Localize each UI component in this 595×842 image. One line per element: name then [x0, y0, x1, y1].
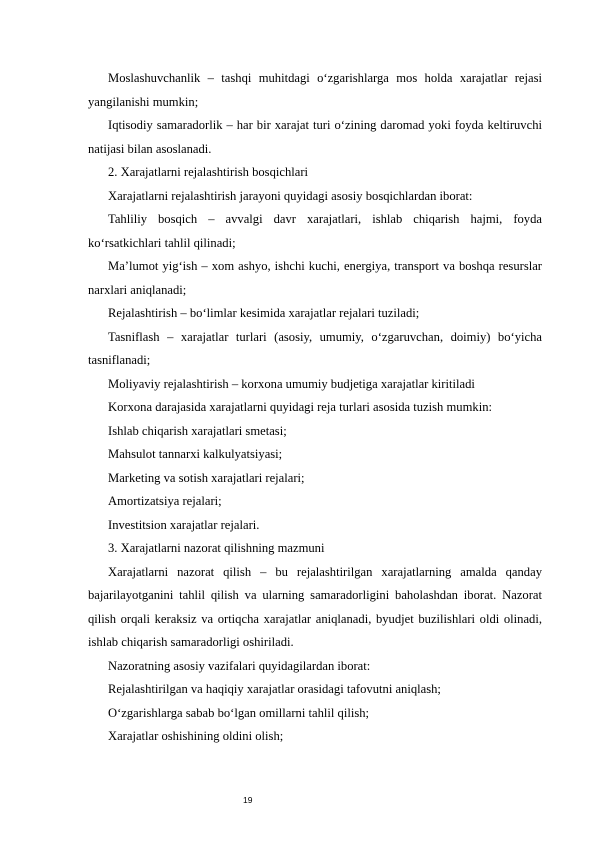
section-heading-cost-control: 3. Xarajatlarni nazorat qilishning mazmuni — [108, 541, 325, 555]
paragraph-financial-planning: Moliyaviy rejalashtirish – korxona umumiy budjetiga xarajatlar kiritiladi — [108, 376, 475, 391]
paragraph-data-collection: Ma’lumot yig‘ish – xom ashyo, ishchi kuchi, energiya, transport va boshqa resurslar narxlari aniqlanadi; — [88, 259, 542, 297]
page-number: 19 — [243, 795, 253, 805]
list-item-cost-calculation: Mahsulot tannarxi kalkulyatsiyasi; — [108, 447, 283, 461]
paragraph-analytical-stage: Tahliliy bosqich – avvalgi davr xarajatlari, ishlab chiqarish hajmi, foyda ko‘rsatkichlari tahlil qilinadi; — [88, 212, 542, 250]
paragraph-economic-efficiency: Iqtisodiy samaradorlik – har bir xarajat turi o‘zining daromad yoki foyda keltiruvchi natijasi bilan asoslanadi. — [88, 118, 542, 156]
list-item-amortization-plans: Amortizatsiya rejalari; — [108, 494, 222, 508]
paragraph-cost-control-definition: Xarajatlarni nazorat qilish – bu rejalashtirilgan xarajatlarning amalda qanday bajarilayotganini tahlil qilish va ularning samaradorligini baholashdan iborat. Nazorat qilish orqali keraksiz va ortiqcha xarajatlar aniqlanadi, byudjet buzilishlari oldi olinadi, ishlab chiqarish samaradorligi oshiriladi. — [88, 564, 542, 649]
paragraph-planning-process-intro: Xarajatlarni rejalashtirish jarayoni quyidagi asosiy bosqichlardan iborat: — [108, 188, 473, 203]
list-item-deviation: Rejalashtirilgan va haqiqiy xarajatlar orasidagi tafovutni aniqlash; — [108, 682, 441, 696]
list-item-production-estimate: Ishlab chiqarish xarajatlari smetasi; — [108, 423, 287, 438]
document-body — [88, 67, 542, 749]
list-item-factor-analysis: O‘zgarishlarga sabab bo‘lgan omillarni tahlil qilish; — [108, 705, 370, 720]
paragraph-planning: Rejalashtirish – bo‘limlar kesimida xarajatlar rejalari tuziladi; — [108, 306, 420, 320]
section-heading-planning-stages: 2. Xarajatlarni rejalashtirish bosqichlari — [108, 165, 309, 179]
paragraph-classification: Tasniflash – xarajatlar turlari (asosiy, umumiy, o‘zgaruvchan, doimiy) bo‘yicha tasniflanadi; — [88, 329, 542, 367]
list-item-prevent-increase: Xarajatlar oshishining oldini olish; — [108, 729, 284, 743]
list-item-investment-plans: Investitsion xarajatlar rejalari. — [108, 517, 260, 532]
paragraph-plan-types-intro: Korxona darajasida xarajatlarni quyidagi reja turlari asosida tuzish mumkin: — [108, 400, 492, 414]
list-item-marketing-plans: Marketing va sotish xarajatlari rejalari; — [108, 470, 305, 485]
paragraph-control-tasks-intro: Nazoratning asosiy vazifalari quyidagilardan iborat: — [108, 658, 371, 673]
paragraph-flexibility: Moslashuvchanlik – tashqi muhitdagi o‘zgarishlarga mos holda xarajatlar rejasi yangilanishi mumkin; — [88, 71, 542, 109]
